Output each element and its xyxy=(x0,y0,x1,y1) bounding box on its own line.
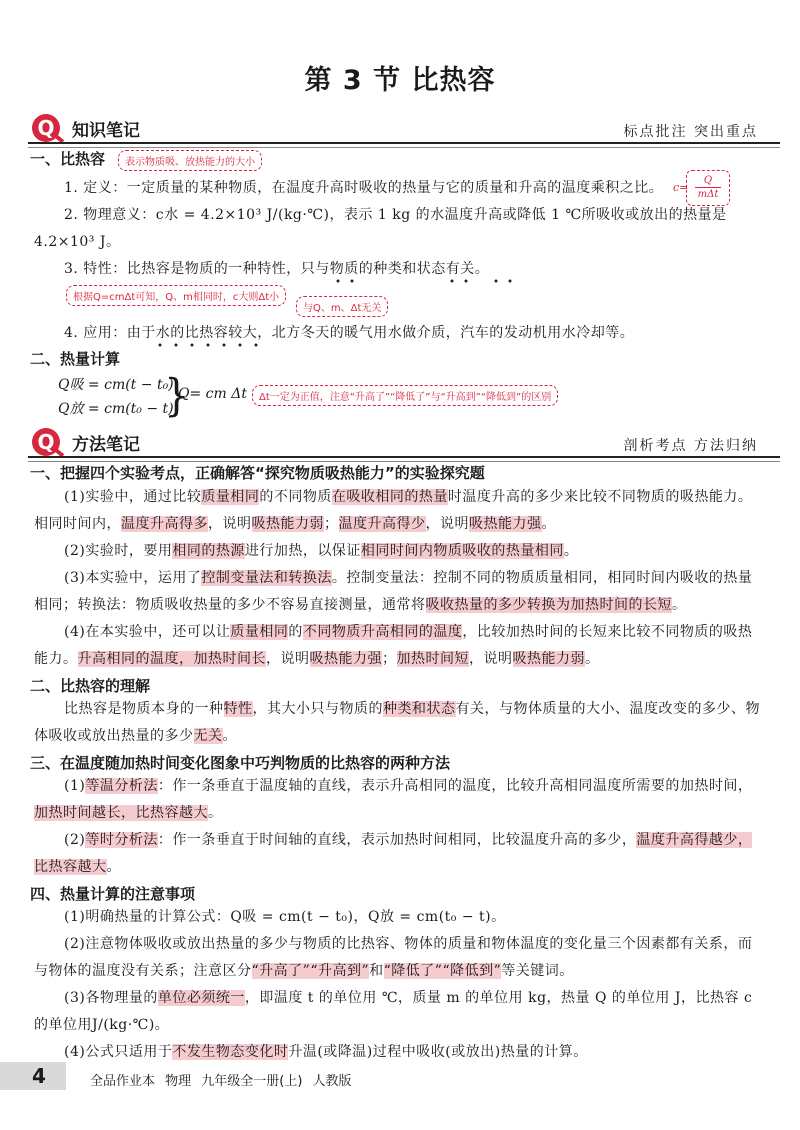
emphasis-dots xyxy=(156,343,316,347)
text-run: (2)注意物体吸收或放出热量的多少与物质的比热容、物体的质量和物体温度的变化量三个因素都有关系，而与物体的温度没有关系；注意区分 xyxy=(34,936,753,979)
notes-section-tagline: 标点批注 突出重点 xyxy=(623,124,758,140)
method-section-title: 方法笔记 xyxy=(72,435,140,455)
page-title: 第 3 节 比热容 xyxy=(304,65,496,96)
brace-icon: } xyxy=(164,370,190,422)
text-run: (2) xyxy=(64,832,86,848)
heading-method-2: 二、比热容的理解 xyxy=(30,677,151,695)
text-run: 比热容是物质本身的一种 xyxy=(64,701,224,717)
highlighted-text: “升高了”“升高到” xyxy=(251,963,370,979)
paragraph-definition: 1. 定义：一定质量的某种物质，在温度升高时吸收的热量与它的质量和升高的温度乘积之比。 xyxy=(64,180,664,196)
text-run: ，说明 xyxy=(469,651,513,667)
text-run: ，比较加热时间的长短来比较不同物质的吸热能力。 xyxy=(34,624,753,667)
paragraph-method-4-1: (1)明确热量的计算公式：Q吸 = cm(t − t₀)，Q放 = cm(t₀ − t)。 xyxy=(64,909,506,925)
q-badge-icon: Q xyxy=(32,114,60,142)
text-run: ：作一条垂直于时间轴的直线，表示加热时间相同，比较温度升高的多少， xyxy=(157,832,637,848)
highlighted-text: 相同的热源 xyxy=(172,543,245,559)
text-run: (4)公式只适用于 xyxy=(64,1044,173,1060)
text-run: (1)实验中，通过比较 xyxy=(64,489,202,505)
heading-method-1: 一、把握四个实验考点，正确解答“探究物质吸热能力”的实验探究题 xyxy=(30,464,485,482)
text-run: ，说明 xyxy=(208,516,252,532)
highlighted-text: 升高相同的温度，加热时间长 xyxy=(77,651,266,667)
notes-section-header xyxy=(28,114,780,144)
text-run: (3)各物理量的 xyxy=(64,990,158,1006)
annotation-note: 与Q、m、Δt无关 xyxy=(296,296,388,317)
footer-book-info: 全品作业本 物理 九年级全一册(上) 人教版 xyxy=(90,1074,352,1089)
text-run: (1) xyxy=(64,778,86,794)
highlighted-text: 加热时间短 xyxy=(396,651,469,667)
text-run: ，说明 xyxy=(425,516,469,532)
highlighted-text: 等温分析法 xyxy=(85,778,158,794)
heading-method-3: 三、在温度随加热时间变化图象中巧判物质的比热容的两种方法 xyxy=(30,754,451,772)
paragraph-application: 4. 应用：由于水的比热容较大，北方冬天的暖气用水做介质，汽车的发动机用水冷却等。 xyxy=(64,325,635,341)
annotation-note: 表示物质吸、放热能力的大小 xyxy=(118,150,262,171)
highlighted-text: 特性 xyxy=(223,701,253,717)
paragraph-physical-meaning: 2. 物理意义：c水 = 4.2×10³ J/(kg·℃)，表示 1 kg 的水温度升高或降低 1 ℃所吸收或放出的热量是 4.2×10³ J。 xyxy=(34,207,727,250)
highlighted-text: 种类和状态 xyxy=(383,701,456,717)
paragraph-method-1-4 xyxy=(34,619,762,673)
text-run: 进行加热，以保证 xyxy=(244,543,361,559)
page-number: 4 xyxy=(32,1064,46,1088)
highlighted-text: 温度升高得少 xyxy=(338,516,426,532)
paragraph-method-3-2 xyxy=(34,827,762,881)
text-run: ； xyxy=(382,651,397,667)
text-run: 。 xyxy=(222,728,237,744)
formula-annotation: c= Q mΔt xyxy=(686,170,730,206)
text-run: 升温(或降温)过程中吸收(或放出)热量的计算。 xyxy=(288,1044,588,1060)
emphasis-dots xyxy=(334,279,534,283)
text-run: 。 xyxy=(541,516,556,532)
paragraph-method-1-2 xyxy=(34,538,762,565)
text-run: 。 xyxy=(106,859,121,875)
paragraph-method-1-1 xyxy=(34,484,762,538)
text-run: 的不同物质 xyxy=(259,489,332,505)
annotation-note: Δt一定为正值，注意“升高了”“降低了”与“升高到”“降低到”的区别 xyxy=(252,385,558,406)
text-run: 有关，与物体质量的大小、温度改变的多少、物体吸收或放出热量的多少 xyxy=(34,701,760,744)
formula-release: Q放 = cm(t₀ − t) xyxy=(58,401,174,417)
formula-general: Q= cm Δt xyxy=(178,386,247,402)
highlighted-text: 加热时间越长，比热容越大 xyxy=(34,805,208,821)
paragraph-method-4-2 xyxy=(34,931,762,985)
text-run: ：作一条垂直于温度轴的直线，表示升高相同的温度，比较升高相同温度所需要的加热时间， xyxy=(157,778,753,794)
highlighted-text: 温度升高得多 xyxy=(121,516,208,532)
highlighted-text: 吸热能力弱 xyxy=(512,651,585,667)
highlighted-text: “降低了”“降低到” xyxy=(383,963,502,979)
formula-absorb: Q吸 = cm(t − t₀) xyxy=(58,377,174,393)
text-run: 。 xyxy=(672,597,687,613)
paragraph-method-1-3 xyxy=(34,565,762,619)
method-section-tagline: 剖析考点 方法归纳 xyxy=(623,438,758,454)
notes-section-title: 知识笔记 xyxy=(72,121,140,141)
highlighted-text: 质量相同 xyxy=(230,624,289,640)
text-run: ，说明 xyxy=(266,651,310,667)
highlighted-text: 质量相同 xyxy=(201,489,260,505)
text-run: (2)实验时，要用 xyxy=(64,543,173,559)
highlighted-text: 吸热能力弱 xyxy=(251,516,324,532)
text-run: 。 xyxy=(208,805,223,821)
highlighted-text: 无关 xyxy=(193,728,223,744)
highlighted-text: 等时分析法 xyxy=(85,832,158,848)
divider xyxy=(28,456,780,458)
text-run: ； xyxy=(324,516,339,532)
text-run: ，即温度 t 的单位用 ℃，质量 m 的单位用 kg，热量 Q 的单位用 J，比热容 c 的单位用J/(kg·℃)。 xyxy=(34,990,753,1033)
q-badge-icon: Q xyxy=(32,428,60,456)
text-run: 和 xyxy=(369,963,384,979)
divider xyxy=(28,147,780,148)
highlighted-text: 吸热能力强 xyxy=(469,516,542,532)
text-run: 。 xyxy=(563,543,579,559)
highlighted-text: 温度升高得越少，比热容越大 xyxy=(34,832,753,875)
highlighted-text: 吸热能力强 xyxy=(309,651,382,667)
text-run: 。 xyxy=(585,651,600,667)
highlighted-text: 在吸收相同的热量 xyxy=(331,489,448,505)
text-run: ，其大小只与物质的 xyxy=(252,701,383,717)
heading-heat-calc: 二、热量计算 xyxy=(30,350,121,368)
heading-method-4: 四、热量计算的注意事项 xyxy=(30,885,196,903)
heading-specific-heat: 一、比热容 xyxy=(30,150,106,168)
text-run: (4)在本实验中，还可以让 xyxy=(64,624,231,640)
paragraph-property: 3. 特性：比热容是物质的一种特性，只与物质的种类和状态有关。 xyxy=(64,261,490,277)
highlighted-text: 相同时间内物质吸收的热量相同 xyxy=(360,543,564,559)
divider xyxy=(28,142,780,144)
paragraph-method-3-1 xyxy=(34,773,762,827)
text-run: 的 xyxy=(288,624,303,640)
annotation-note: 根据Q=cmΔt可知，Q、m相同时，c大则Δt小 xyxy=(66,285,286,306)
paragraph-method-2-1 xyxy=(34,696,762,750)
paragraph-method-4-4 xyxy=(34,1039,762,1066)
text-run: 时温度升高的多少来比较不同物质的吸热能力。相同时间内， xyxy=(34,489,753,532)
text-run: 等关键词。 xyxy=(501,963,574,979)
paragraph-method-4-3 xyxy=(34,985,762,1039)
text-run: (3)本实验中，运用了 xyxy=(64,570,202,586)
highlighted-text: 单位必须统一 xyxy=(157,990,245,1006)
highlighted-text: 吸收热量的多少转换为加热时间的长短 xyxy=(425,597,672,613)
highlighted-text: 不发生物态变化时 xyxy=(172,1044,289,1060)
text-run: 。控制变量法：控制不同的物质质量相同，相同时间内吸收的热量相同；转换法：物质吸收热量的多少不容易直接测量，通常将 xyxy=(34,570,753,613)
highlighted-text: 控制变量法和转换法 xyxy=(201,570,332,586)
highlighted-text: 不同物质升高相同的温度 xyxy=(302,624,463,640)
method-section-header xyxy=(28,428,780,458)
